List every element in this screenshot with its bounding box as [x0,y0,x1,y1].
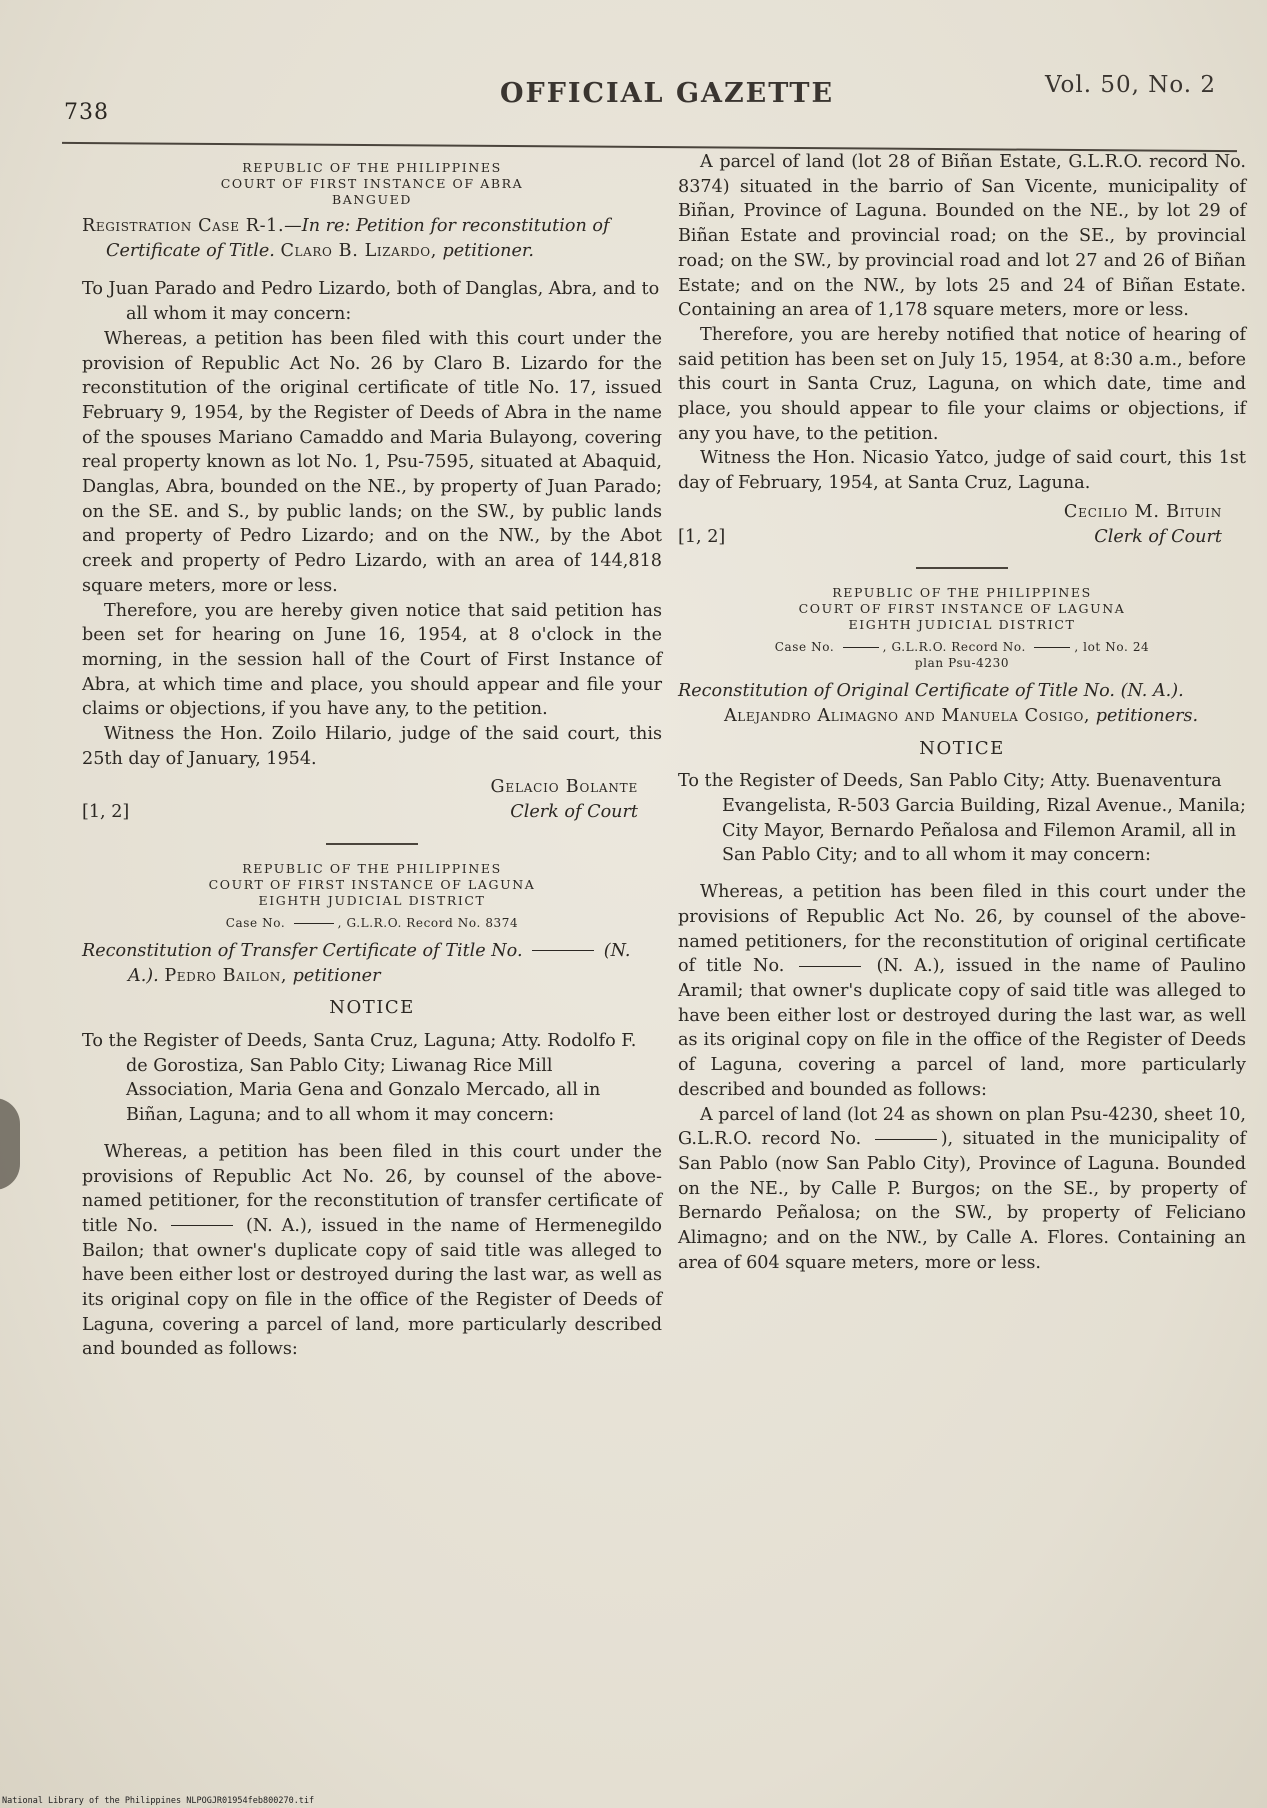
case-number-line: Case No. , G.L.R.O. Record No. , lot No. 24 plan Psu-4230 [678,639,1246,671]
paragraph: Therefore, you are hereby given notice that said petition has been set for hearing on June 16, 1954, at 8 o'clock in the morning, in the session hall of the Court of First Instance of Abra, at which time and place, you should appear and file your claims or objections, if you have any, to the petition. [82,600,662,720]
court-line: REPUBLIC OF THE PHILIPPINES [832,585,1092,601]
case-title: Reconstitution of Original Certificate of Title No. (N. A.). Alejandro Alimagno and Manuela Cosigo, petitioners. [678,681,1199,726]
paragraph: Witness the Hon. Zoilo Hilario, judge of the said court, this 25th day of January, 1954. [82,724,662,769]
court-header-laguna [82,861,662,909]
court-line: REPUBLIC OF THE PHILIPPINES [242,160,502,175]
notice-heading: NOTICE [329,997,415,1019]
issue-reference: [1, 2] [678,526,726,547]
paragraph: A parcel of land (lot 28 of Biñan Estate, G.L.R.O. record No. 8374) situated in the barrio of San Vicente, municipality of Biñan, Province of Laguna. Bounded on the NE., by lot 29 of Biñan Estate and provincial road; on the SE., by provincial road; on the SW., by provincial road and lot 27 and 26 of Biñan Estate; and on the NW., by lots 25 and 24 of Biñan Estate. Containing an area of 1,178 square meters, more or less. [678,152,1246,321]
volume-label: Vol. 50, No. 2 [1045,72,1217,98]
case-number-line: Case No. , G.L.R.O. Record No. 8374 [225,915,519,930]
signer-name: Cecilio M. Bituin [1063,501,1222,522]
paragraph: Therefore, you are hereby notified that notice of hearing of said petition has been set on July 15, 1954, at 8:30 a.m., before this court in Santa Cruz, Laguna, on which date, time and place, you should appear to file your claims or objections, if any you have, to the petition. [678,324,1246,444]
notice-address: To the Register of Deeds, San Pablo City; Atty. Buenaventura Evangelista, R-503 Garcia Building, Rizal Avenue., Manila; City Mayor, Bernardo Peñalosa and Filemon Aramil, all in San Pablo City; and to all whom it may concern: [678,771,1246,866]
notice-heading: NOTICE [919,737,1005,759]
case-caption [82,214,662,263]
case-subject: —In re: Petition for reconstitution of Certificate of Title. [106,216,610,261]
issue-reference: [1, 2] [82,802,130,823]
court-line: REPUBLIC OF THE PHILIPPINES [242,860,502,876]
publication-title: OFFICIAL GAZETTE [500,78,835,109]
scan-thumb-shadow [0,1098,20,1190]
court-header-laguna [678,585,1246,633]
signer-name: Gelacio Bolante [490,777,638,798]
court-line: COURT OF FIRST INSTANCE OF LAGUNA [798,601,1126,617]
case-label: Registration Case R-1. [82,216,285,236]
case-title: Reconstitution of Transfer Certificate of Title No. (N. A.). Pedro Bailon, petitioner [82,940,631,986]
court-line: EIGHTH JUDICIAL DISTRICT [258,892,486,908]
signature-block [82,775,662,824]
signer-title: Clerk of Court [1094,526,1222,547]
signature-block [678,500,1246,549]
plan-line: plan Psu-4230 [914,656,1010,671]
paragraph: A parcel of land (lot 24 as shown on plan Psu-4230, sheet 10, G.L.R.O. record No. ), situated in the municipality of San Pablo (now San Pablo City), Province of Laguna. Bounded on the NE., by Calle P. Burgos; on the SE., by property of Bernardo Peñalosa; on the SW., by property of Feliciano Alimagno; and on the NW., by Calle A. Flores. Containing an area of 604 square meters, more or less. [678,1104,1246,1273]
paragraph: Witness the Hon. Nicasio Yatco, judge of said court, this 1st day of February, 1954, at Santa Cruz, Laguna. [678,448,1246,494]
petitioner-role: petitioner [292,965,381,986]
petitioners-role: petitioners. [1095,705,1199,726]
section-divider [916,567,1008,569]
notice-address: To Juan Parado and Pedro Lizardo, both of Danglas, Abra, and to all whom it may concern: [82,279,660,325]
petitioner-role: petitioner. [442,240,534,261]
page-number: 738 [64,100,109,125]
court-header-abra [82,160,662,208]
petitioner-name: Claro B. Lizardo, [280,240,437,261]
section-divider [326,843,418,845]
court-line: COURT OF FIRST INSTANCE OF ABRA [220,176,524,191]
signer-title: Clerk of Court [510,802,638,823]
right-column [678,150,1246,1275]
petitioner-name: Pedro Bailon, [164,965,288,986]
court-line: COURT OF FIRST INSTANCE OF LAGUNA [208,876,536,892]
petitioners-names: Alejandro Alimagno and Manuela Cosigo, [724,705,1091,726]
notice-address: To the Register of Deeds, Santa Cruz, Laguna; Atty. Rodolfo F. de Gorostiza, San Pablo City; Liwanag Rice Mill Association, Maria Gena and Gonzalo Mercado, all in Biñan, Laguna; and to all whom it may concern: [82,1030,637,1126]
scan-footer: National Library of the Philippines NLPOGJR01954feb800270.tif [2,1796,315,1806]
paragraph: Whereas, a petition has been filed in this court under the provisions of Republic Act No. 26, by counsel of the above-named petitioners, for the reconstitution of original certificate of title No. (N. A.), issued in the name of Paulino Aramil; that owner's duplicate copy of said title was alleged to have been either lost or destroyed during the last war, as well as its original copy on file in the office of the Register of Deeds of Laguna, covering a parcel of land, more particularly described and bounded as follows: [678,882,1246,1100]
paragraph: Whereas, a petition has been filed with this court under the provision of Republic Act No. 26 by Claro B. Lizardo for the reconstitution of the original certificate of title No. 17, issued February 9, 1954, by the Register of Deeds of Abra in the name of the spouses Mariano Camaddo and Maria Bulayong, covering real property known as lot No. 1, Psu-7595, situated at Abaquid, Danglas, Abra, bounded on the NE., by property of Juan Parado; on the SE. and S., by public lands; on the SW., by public lands and property of Pedro Lizardo; and on the NW., by the Abot creek and property of Pedro Lizardo, with an area of 144,818 square meters, more or less. [82,328,662,596]
paragraph: Whereas, a petition has been filed in this court under the provisions of Republic Act No. 26, by counsel of the above-named petitioner, for the reconstitution of transfer certificate of title No. (N. A.), issued in the name of Hermenegildo Bailon; that owner's duplicate copy of said title was alleged to have been either lost or destroyed during the last war, as well as its original copy on file in the office of the Register of Deeds of Laguna, covering a parcel of land, more particularly described and bounded as follows: [82,1141,663,1360]
court-line: BANGUED [331,192,413,207]
left-column [82,160,662,1362]
court-line: EIGHTH JUDICIAL DISTRICT [848,617,1076,633]
